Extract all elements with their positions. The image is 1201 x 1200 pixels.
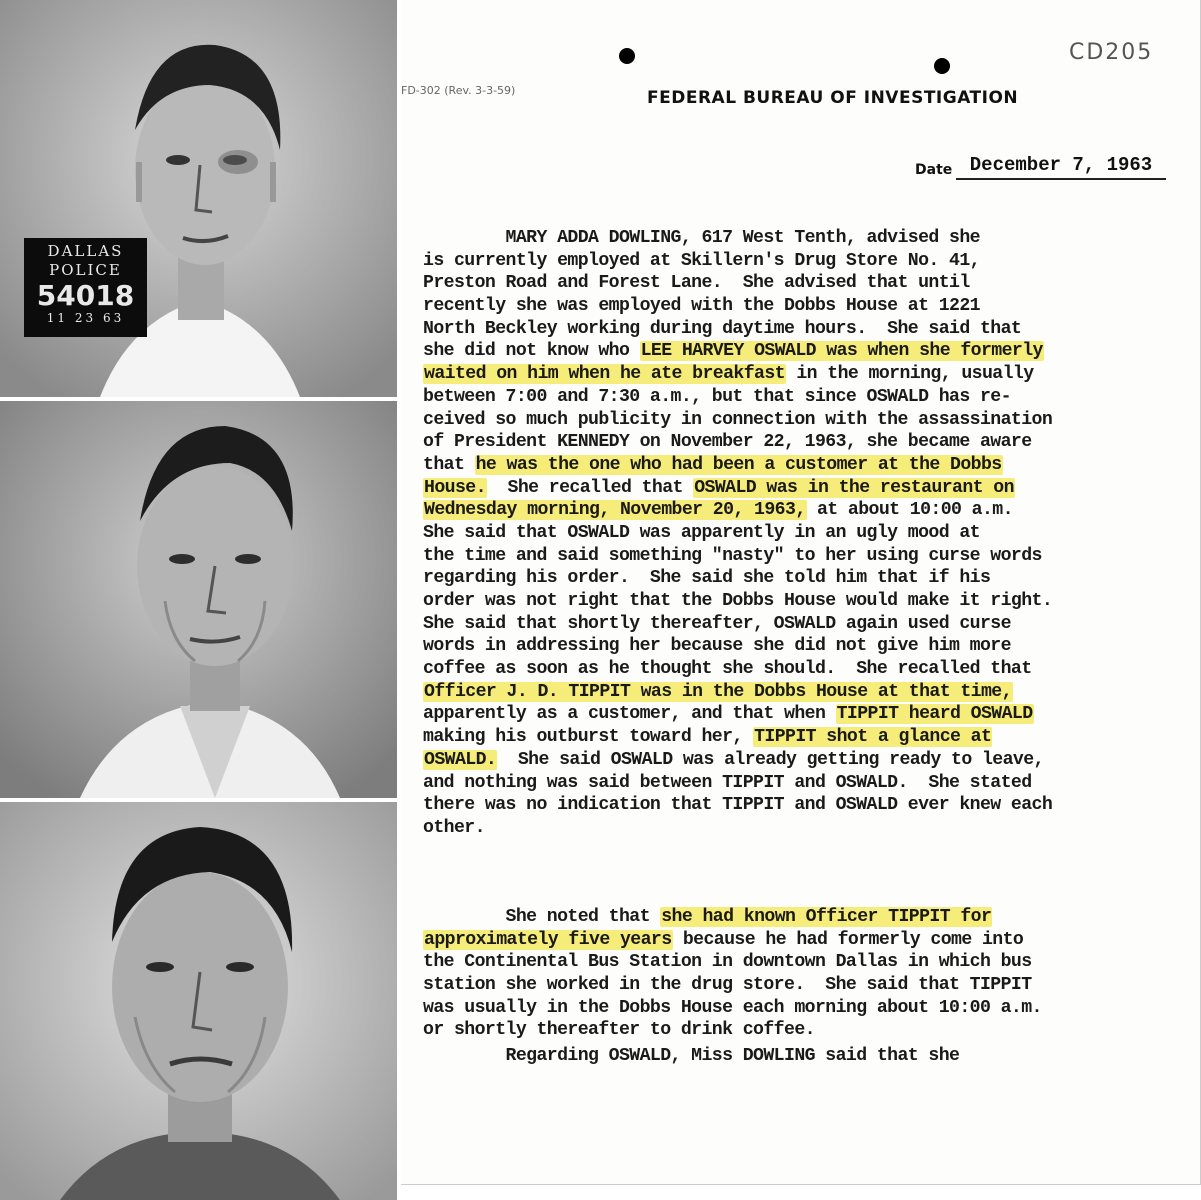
highlighted-text: House. <box>424 477 486 498</box>
text-line <box>423 227 1183 250</box>
highlighted-text: TIPPIT heard OSWALD <box>836 704 1033 725</box>
highlighted-text: waited on him when he ate breakfast <box>424 364 785 385</box>
text-line <box>423 545 1183 568</box>
fbi-document <box>401 0 1201 1185</box>
mugshot-photo-2 <box>0 401 397 798</box>
highlighted-text: OSWALD. <box>424 749 497 770</box>
text-line <box>423 590 1183 613</box>
placard-line-2: POLICE <box>49 261 122 279</box>
text-line <box>423 295 1183 318</box>
text-line <box>423 1045 1183 1068</box>
text-line <box>423 386 1183 409</box>
text-segment: because he had formerly come into <box>672 929 1024 950</box>
highlighted-text: LEE HARVEY OSWALD was when she formerly <box>640 341 1043 362</box>
highlighted-text: she had known Officer TIPPIT for <box>661 907 992 927</box>
highlighted-text: approximately five years <box>424 929 672 950</box>
text-line <box>423 681 1183 704</box>
text-segment: words in addressing her because she did not give him more <box>423 636 1011 657</box>
text-segment: Regarding OSWALD, Miss DOWLING said that she <box>423 1046 960 1066</box>
text-segment: there was no indication that TIPPIT and OSWALD ever knew each <box>423 795 1053 816</box>
portrait-image <box>0 401 397 798</box>
text-line <box>423 635 1183 658</box>
highlighted-text: TIPPIT shot a glance at <box>754 727 992 748</box>
text-segment: She said that shortly thereafter, OSWALD again used curse <box>423 613 1011 634</box>
text-segment: other. <box>423 817 485 838</box>
mugshot-photo-1 <box>0 0 397 397</box>
text-line <box>423 567 1183 590</box>
text-segment: and nothing was said between TIPPIT and OSWALD. She stated <box>423 772 1032 793</box>
form-code: FD-302 (Rev. 3-3-59) <box>401 84 516 97</box>
text-line <box>423 974 1183 997</box>
placard-number: 54018 <box>36 279 135 312</box>
text-line <box>423 613 1183 636</box>
text-line <box>423 477 1183 500</box>
text-line <box>423 906 1183 929</box>
text-segment: she did not know who <box>423 341 640 362</box>
text-segment: the time and said something "nasty" to her using curse words <box>423 545 1042 566</box>
text-segment: regarding his order. She said she told him that if his <box>423 568 991 589</box>
punch-hole <box>619 48 635 64</box>
text-segment: or shortly thereafter to drink coffee. <box>423 1020 815 1041</box>
text-segment: the Continental Bus Station in downtown Dallas in which bus <box>423 952 1032 973</box>
text-segment: She recalled that <box>486 477 694 498</box>
text-line <box>423 318 1183 341</box>
text-line <box>423 658 1183 681</box>
highlighted-text: Officer J. D. TIPPIT was in the Dobbs House at that time, <box>424 681 1012 702</box>
portrait-image <box>0 0 397 397</box>
portrait-image <box>0 802 397 1200</box>
text-line <box>423 929 1183 952</box>
paragraph-2 <box>423 906 1183 1042</box>
text-segment: apparently as a customer, and that when <box>423 704 836 725</box>
text-line <box>423 817 1183 840</box>
highlighted-text: Wednesday morning, November 20, 1963, <box>424 500 806 521</box>
text-line <box>423 272 1183 295</box>
text-line <box>423 363 1183 386</box>
text-line <box>423 250 1183 273</box>
text-line <box>423 703 1183 726</box>
text-line <box>423 340 1183 363</box>
text-segment: station she worked in the drug store. She said that TIPPIT <box>423 975 1032 996</box>
text-line <box>423 431 1183 454</box>
text-segment: She said that OSWALD was apparently in an ugly mood at <box>423 522 980 543</box>
text-line <box>423 1019 1183 1042</box>
paragraph-3 <box>423 1045 1183 1068</box>
document-number: CD205 <box>1069 40 1154 65</box>
text-segment: ceived so much publicity in connection with the assassination <box>423 409 1053 430</box>
text-segment: North Beckley working during daytime hours. She said that <box>423 318 1022 339</box>
text-line <box>423 499 1183 522</box>
text-segment: making his outburst toward her, <box>423 727 754 748</box>
text-line <box>423 997 1183 1020</box>
date-label: Date <box>915 162 953 178</box>
text-line <box>423 409 1183 432</box>
date-value: December 7, 1963 <box>956 154 1166 180</box>
text-segment: coffee as soon as he thought she should. She recalled that <box>423 659 1032 680</box>
text-line <box>423 749 1183 772</box>
text-segment: recently she was employed with the Dobbs House at 1221 <box>423 296 980 317</box>
highlighted-text: he was the one who had been a customer at the Dobbs <box>475 454 1002 475</box>
text-line <box>423 522 1183 545</box>
text-line <box>423 454 1183 477</box>
text-segment: that <box>423 454 475 475</box>
agency-header: FEDERAL BUREAU OF INVESTIGATION <box>647 88 1019 108</box>
paragraph-1 <box>423 227 1183 840</box>
text-line <box>423 951 1183 974</box>
text-segment: Preston Road and Forest Lane. She advised that until <box>423 273 970 294</box>
text-segment: is currently employed at Skillern's Drug Store No. 41, <box>423 250 980 271</box>
police-placard <box>24 238 147 337</box>
text-segment: between 7:00 and 7:30 a.m., but that since OSWALD has re- <box>423 386 1011 407</box>
placard-date: 11 23 63 <box>46 311 125 325</box>
text-segment: MARY ADDA DOWLING, 617 West Tenth, advised she <box>423 228 980 248</box>
text-segment: in the morning, usually <box>786 364 1034 385</box>
text-segment: order was not right that the Dobbs House would make it right. <box>423 591 1053 611</box>
punch-hole <box>934 58 950 74</box>
text-line <box>423 772 1183 795</box>
highlighted-text: OSWALD was in the restaurant on <box>694 477 1014 498</box>
text-segment: She said OSWALD was already getting ready to leave, <box>497 749 1044 770</box>
text-segment: She noted that <box>423 907 661 927</box>
text-segment: at about 10:00 a.m. <box>806 500 1013 521</box>
text-segment: was usually in the Dobbs House each morning about 10:00 a.m. <box>423 997 1042 1018</box>
portrait-photo-3 <box>0 802 397 1200</box>
text-line <box>423 726 1183 749</box>
text-segment: of President KENNEDY on November 22, 1963, she became aware <box>423 432 1032 453</box>
placard-line-1: DALLAS <box>47 242 124 260</box>
text-line <box>423 794 1183 817</box>
